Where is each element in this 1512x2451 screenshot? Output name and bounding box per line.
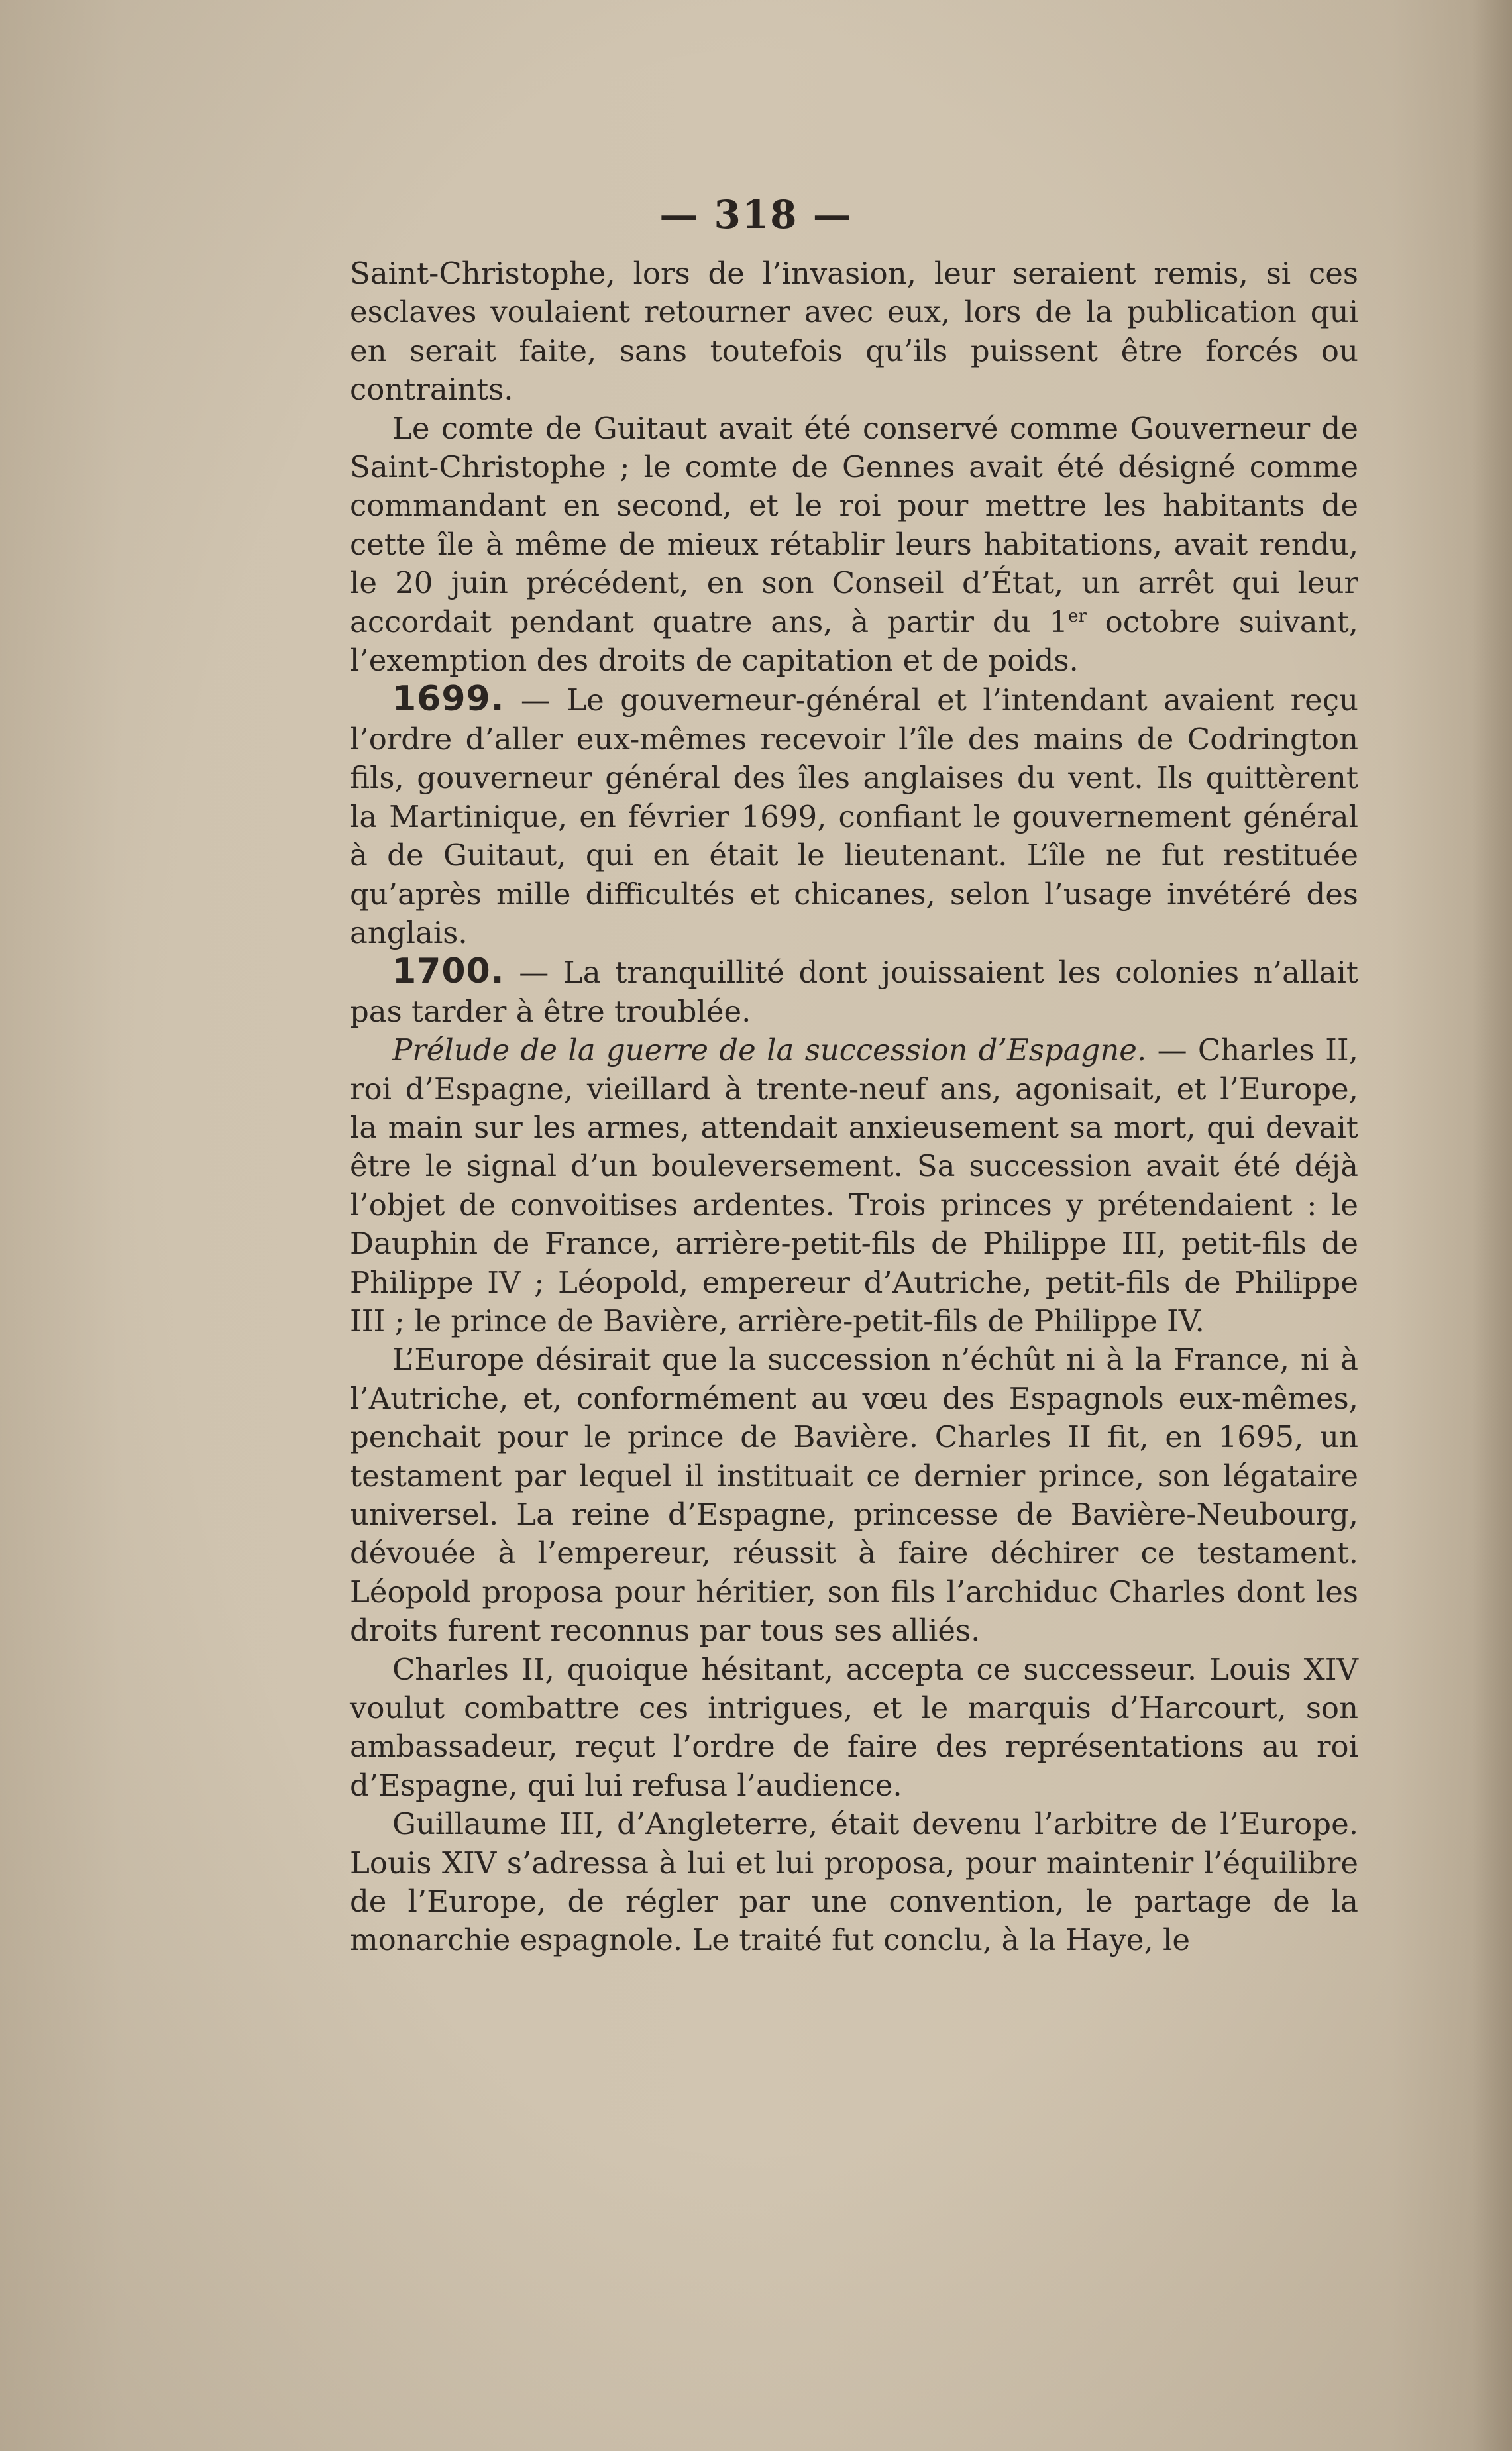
paragraph-text: Le comte de Guitaut avait été conservé comme Gouverneur de Saint-Christophe ; le comte de Gennes avait été désigné comme commandant en second, et le roi pour mettre les habitants de cette île à même de mieux rétablir leurs habitations, avait rendu, le 20 juin précédent, en son Conseil d’État, un arrêt qui leur accordait pendant quatre ans, à partir du 1 — [350, 410, 1358, 639]
page-edge-shadow — [1472, 0, 1512, 2451]
paragraph-text: Charles II, quoique hésitant, accepta ce successeur. Louis XIV voulut combattre ces intrigues, et le marquis d’Harcourt, son ambassadeur, reçut l’ordre de faire des représentations au roi d’Espagne, qui lui refusa l’audience. — [350, 1651, 1358, 1803]
paragraph-text: — Charles II, roi d’Espagne, vieillard à trente-neuf ans, agonisait, et l’Europe, la main sur les armes, attendait anxieusement sa mort, qui devait être le signal d’un bouleversement. Sa succession avait été déjà l’objet de convoitises ardentes. Trois princes y prétendaient : le Dauphin de France, arrière-petit-fils de Philippe III, petit-fils de Philippe IV ; Léopold, empereur d’Autriche, petit-fils de Philippe III ; le prince de Bavière, arrière-petit-fils de Philippe IV. — [350, 1032, 1358, 1338]
paragraph-1699 — [350, 680, 1358, 952]
paragraph-1700 — [350, 952, 1358, 1031]
body-text — [350, 254, 1358, 1960]
paragraph-prelude — [350, 1031, 1358, 1340]
paragraph-guillaume — [350, 1805, 1358, 1960]
paragraph-continuation — [350, 254, 1358, 409]
paragraph-text: — La tranquillité dont jouissaient les colonies n’allait pas tarder à être troublée. — [350, 955, 1358, 1029]
year-heading-1699: 1699. — [392, 679, 505, 720]
paragraph-text: Saint-Christophe, lors de l’invasion, leur seraient remis, si ces esclaves voulaient retourner avec eux, lors de la publication qui en serait faite, sans toutefois qu’ils puissent être forcés ou contraints. — [350, 256, 1358, 408]
paragraph-charles — [350, 1651, 1358, 1806]
section-subheading: Prélude de la guerre de la succession d’Espagne. — [392, 1032, 1147, 1068]
paragraph-europe — [350, 1340, 1358, 1650]
year-heading-1700: 1700. — [392, 952, 505, 992]
paragraph-text: — Le gouverneur-général et l’intendant avaient reçu l’ordre d’aller eux-mêmes recevoir l’île des mains de Codrington fils, gouverneur général des îles anglaises du vent. Ils quittèrent la Martinique, en février 1699, confiant le gouvernement général à de Guitaut, qui en était le lieutenant. L’île ne fut restituée qu’après mille difficultés et chicanes, selon l’usage invétéré des anglais. — [350, 682, 1358, 950]
paragraph-guitaut — [350, 409, 1358, 681]
paragraph-text: octobre suivant, l’exemption des droits de capitation et de poids. — [350, 604, 1358, 679]
superscript-er: er — [1068, 606, 1087, 626]
page-number: — 318 — — [659, 192, 853, 237]
paragraph-text: L’Europe désirait que la succession n’échût ni à la France, ni à l’Autriche, et, conformément au vœu des Espagnols eux-mêmes, penchait pour le prince de Bavière. Charles II fit, en 1695, un testament par lequel il instituait ce dernier prince, son légataire universel. La reine d’Espagne, princesse de Bavière-Neubourg, dévouée à l’empereur, réussit à faire déchirer ce testament. Léopold proposa pour héritier, son fils l’archiduc Charles dont les droits furent reconnus par tous ses alliés. — [350, 1342, 1358, 1649]
paragraph-text: Guillaume III, d’Angleterre, était devenu l’arbitre de l’Europe. Louis XIV s’adressa à lui et lui proposa, pour maintenir l’équilibre de l’Europe, de régler par une convention, le partage de la monarchie espagnole. Le traité fut conclu, à la Haye, le — [350, 1806, 1358, 1958]
